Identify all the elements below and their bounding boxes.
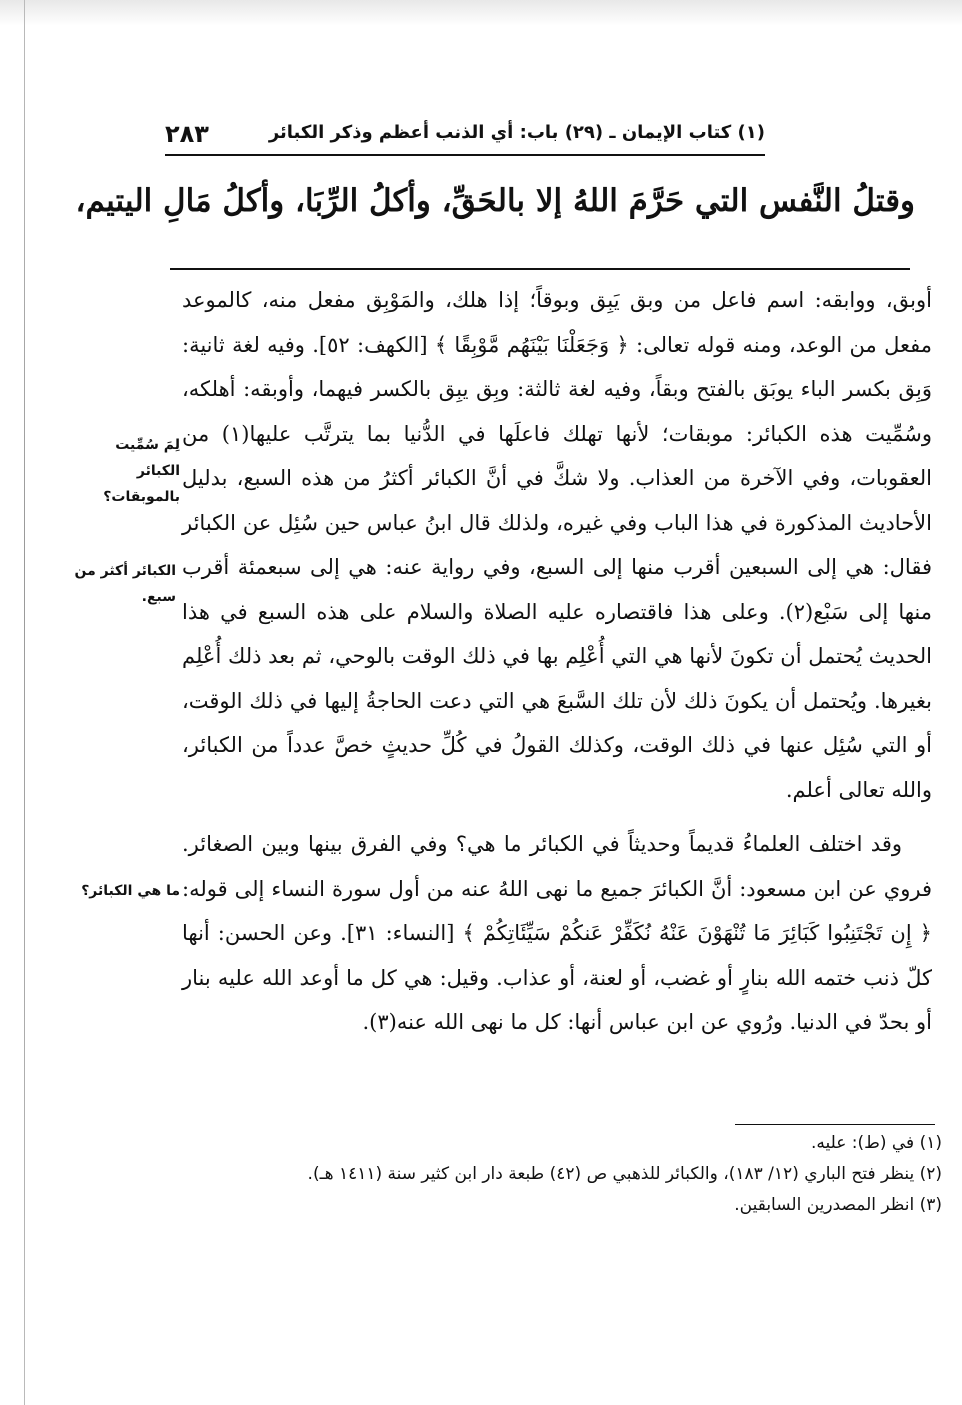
text-separator-rule: [170, 268, 910, 270]
commentary-paragraph-2: وقد اختلف العلماءُ قديماً وحديثاً في الكبائر ما هي؟ وفي الفرق بينها وبين الصغائر. فروي عن ابن مسعود: أنَّ الكبائرَ جميع ما نهى اللهُ عنه من أول سورة النساء إلى قوله: ﴿ إِن تَجْتَنِبُوا كَبَائِرَ مَا تُنْهَوْنَ عَنْهُ نُكَفِّرْ عَنكُمْ سَيِّئَاتِكُمْ ﴾ [النساء: ٣١]. وعن الحسن: أنها كلّ ذنب ختمه الله بنارٍ أو غضب، أو لعنة، أو عذاب. وقيل: هي كل ما أوعد الله عليه بنار أو بحدّ في الدنيا. ورُوي عن ابن عباس أنها: كل ما نهى الله عنه(٣).: [182, 832, 932, 1034]
scan-shadow: [0, 0, 962, 26]
commentary-body: [182, 278, 932, 1045]
margin-note-more-than-seven: الكبائر أكثر من سبع.: [74, 563, 176, 605]
margin-note-mubiqat: لِمَ سُمِّيت الكبائر بالموبقات؟: [103, 437, 180, 505]
footnote-separator: [735, 1124, 935, 1125]
margin-note-what-are-kabair: ما هي الكبائر؟: [81, 883, 180, 899]
page-header: [165, 120, 765, 156]
footnote-2: (٢) ينظر فتح الباري (١٢/ ١٨٣)، والكبائر للذهبي ص (٤٢) طبعة دار ابن كثير سنة (١٤١١ هـ).: [307, 1164, 942, 1184]
hadith-text: وقتلُ النَّفس التي حَرَّمَ اللهُ إلا بالحَقِّ، وأكلُ الرِّبَا، وأكلُ مَالِ اليتيم،: [75, 183, 915, 219]
page-number: ٢٨٣: [165, 120, 209, 148]
scan-edge-line: [24, 0, 25, 1405]
running-head: (١) كتاب الإيمان ـ (٢٩) باب: أي الذنب أعظم وذكر الكبائر: [268, 122, 765, 143]
footnote-3: (٣) انظر المصدرين السابقين.: [734, 1195, 942, 1215]
footnote-1: (١) في (ط): عليه.: [810, 1133, 942, 1153]
footnotes: [190, 1128, 942, 1221]
commentary-paragraph-1: أوبق، ووابقه: اسم فاعل من وبق يَبِق وبوقاً؛ إذا هلك، والمَوْبِق مفعل منه، كالموعد مفعل من الوعد، ومنه قوله تعالى: ﴿ وَجَعَلْنَا بَيْنَهُم مَّوْبِقًا ﴾ [الكهف: ٥٢]. وفيه لغة ثانية: وَبِق بكسر الباء يوبَق بالفتح وبقاً، وفيه لغة ثالثة: وبِق يبِق بالكسر فيهما، وأوبقه: أهلكه، وسُمِّيت هذه الكبائر: موبقات؛ لأنها تهلك فاعلَها في الدُّنيا بما يترتَّب عليها(١) من العقوبات، وفي الآخرة من العذاب. ولا شكَّ في أنَّ الكبائر أكثرُ من هذه السبع، بدليل الأحاديث المذكورة في هذا الباب وفي غيره، ولذلك قال ابنُ عباس حين سُئِل عن الكبائر فقال: هي إلى السبعين أقرب منها إلى السبع، وفي رواية عنه: هي إلى سبعمئة أقرب منها إلى سَبْع(٢). وعلى هذا فاقتصاره عليه الصلاة والسلام على هذه السبع في هذا الحديث يُحتمل أن تكونَ لأنها هي التي أُعْلِم بها في ذلك الوقت بالوحي، ثم بعد ذلك أُعْلِم بغيرها. ويُحتمل أن يكونَ ذلك لأن تلك السَّبعَ هي التي دعت الحاجةُ إليها في ذلك الوقت، أو التي سُئِل عنها في ذلك الوقت، وكذلك القولُ في كُلِّ حديثٍ خصَّ عدداً من الكبائر، والله تعالى أعلم.: [182, 288, 933, 802]
